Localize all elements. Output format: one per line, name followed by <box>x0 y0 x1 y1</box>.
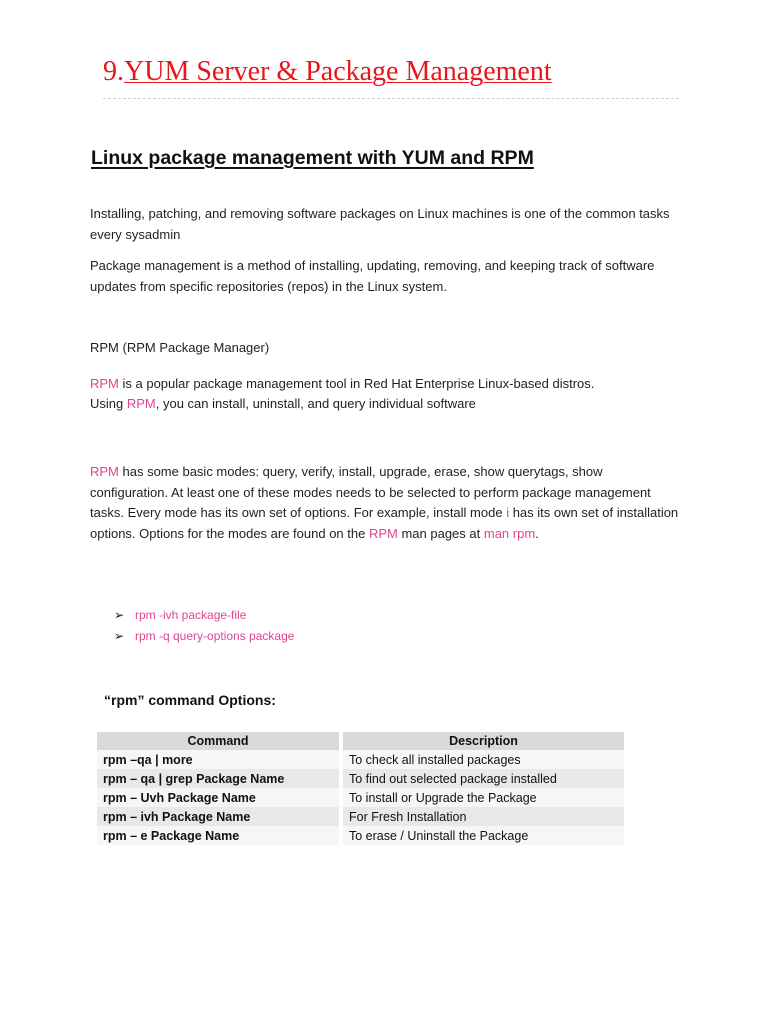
section-heading: Linux package management with YUM and RPM <box>91 147 534 169</box>
list-item <box>114 626 294 647</box>
modes-man-term: man rpm <box>483 525 536 541</box>
table-row <box>97 807 624 826</box>
command-cell: rpm – Uvh Package Name <box>97 788 339 807</box>
chapter-number: 9. <box>103 56 124 87</box>
rpm-description <box>90 374 680 414</box>
table-row <box>97 826 624 845</box>
column-header-command: Command <box>97 732 339 750</box>
bullet-text: rpm -ivh package-file <box>135 608 247 622</box>
chapter-divider <box>103 98 679 99</box>
modes-text-1: has some basic modes: query, verify, install, upgrade, erase, show querytags, show configuration. At least one of these modes needs to be selected to perform package management tasks. Every mode has its own set of options. For example, install mode <box>90 464 651 520</box>
command-cell: rpm – qa | grep Package Name <box>97 769 339 788</box>
modes-text-4: . <box>535 525 539 541</box>
arrow-bullet-icon: ➢ <box>114 628 125 643</box>
command-cell: rpm –qa | more <box>97 750 339 769</box>
command-bullet-list <box>114 605 294 646</box>
column-header-description: Description <box>343 732 624 750</box>
command-cell: rpm – ivh Package Name <box>97 807 339 826</box>
rpm-term-2: RPM <box>126 396 156 411</box>
rpm-desc-line1: is a popular package management tool in Red Hat Enterprise Linux-based distros. <box>118 376 595 391</box>
rpm-desc-line2-rest: , you can install, uninstall, and query individual software <box>155 396 476 411</box>
description-cell: To find out selected package installed <box>343 769 624 788</box>
description-cell: For Fresh Installation <box>343 807 624 826</box>
description-cell: To check all installed packages <box>343 750 624 769</box>
modes-text-3: man pages at <box>397 525 484 541</box>
table-row <box>97 769 624 788</box>
modes-i-term: i <box>506 505 510 520</box>
modes-rpm-term: RPM <box>90 464 119 479</box>
arrow-bullet-icon: ➢ <box>114 608 125 622</box>
table-row <box>97 750 624 769</box>
list-item <box>114 605 294 626</box>
rpm-label: RPM (RPM Package Manager) <box>90 340 270 355</box>
description-cell: To erase / Uninstall the Package <box>343 826 624 845</box>
modes-text-2: has its own set of installation options. Options for the modes are found on the <box>90 505 679 541</box>
rpm-desc-line2-pre: Using <box>90 396 127 411</box>
intro-paragraph-1: Installing, patching, and removing software packages on Linux machines is one of the common tasks every sysadmin <box>90 206 670 242</box>
rpm-options-table <box>93 732 628 845</box>
description-cell: To install or Upgrade the Package <box>343 788 624 807</box>
bullet-text: rpm -q query-options package <box>135 628 295 643</box>
command-cell: rpm – e Package Name <box>97 826 339 845</box>
chapter-title-text: YUM Server & Package Management <box>124 56 552 87</box>
intro-paragraph-2: Package management is a method of installing, updating, removing, and keeping track of software updates from specific repositories (repos) in the Linux system. <box>90 258 655 294</box>
options-heading: “rpm” command Options: <box>104 692 276 708</box>
rpm-modes-paragraph <box>90 462 680 544</box>
rpm-term: RPM <box>90 376 119 391</box>
chapter-title <box>103 56 552 88</box>
table-header-row <box>97 732 624 750</box>
table-row <box>97 788 624 807</box>
modes-rpm-term-2: RPM <box>368 525 398 541</box>
